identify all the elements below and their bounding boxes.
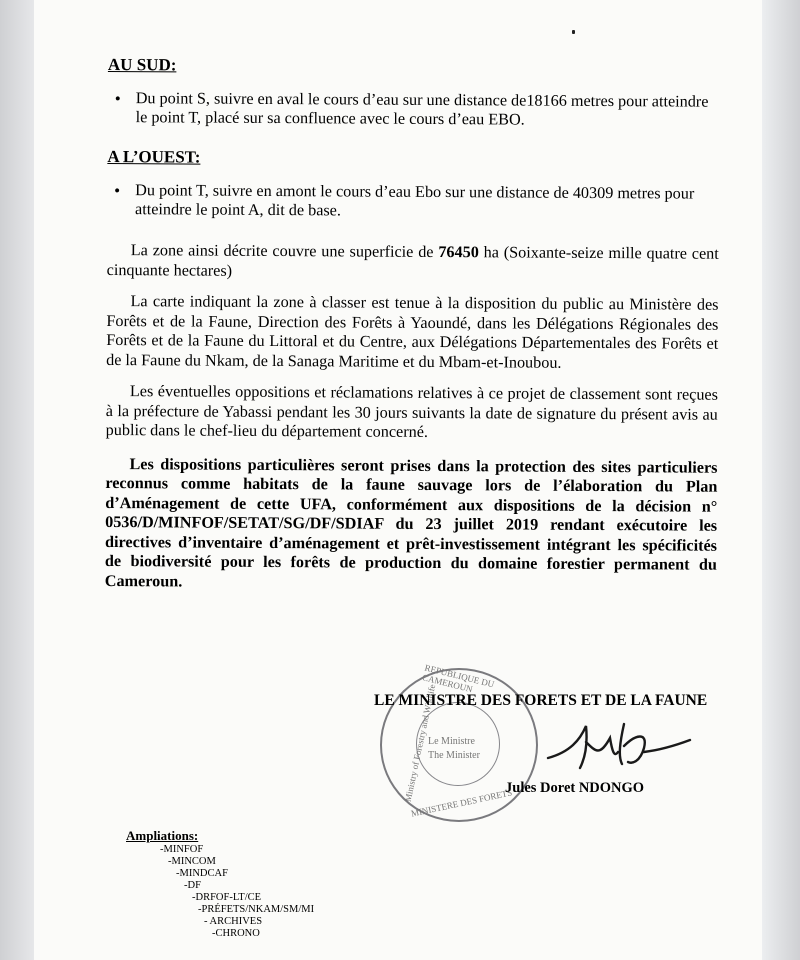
stamp-top-text: REPUBLIQUE DU CAMEROUN — [421, 662, 496, 695]
ampliations-title: Ampliations: — [126, 828, 199, 843]
stamp-side-text: Ministry of Forestry and Wildlife — [402, 683, 438, 803]
ampliation-item: -MINCOM — [168, 856, 216, 867]
area-paragraph — [107, 241, 719, 284]
west-heading: A L’OUEST: — [107, 146, 201, 167]
minister-name: Jules Doret NDONGO — [505, 780, 645, 796]
dispositions-paragraph: Les dispositions particulières seront prises dans la protection des sites particuliers reconnus comme habitats de la faune sauvage lors de l’élaboration du Plan d’Aménagement de cette UFA, conformément aux dispositions de la décision n° 0536/D/MINFOF/SETAT/SG/DF/SDIAF du 23 juillet 2019 rendant exécutoire les directives d’inventaire d’aménagement et prêt-investissement intégrant les spécificités de biodiversité pour les forêts de production du domaine forestier permanent du Cameroun. — [104, 454, 718, 590]
stamp-bottom-text: MINISTERE DES FORETS — [410, 787, 513, 819]
west-bullet — [107, 181, 719, 223]
ampliation-item: -CHRONO — [212, 928, 260, 939]
south-bullet-text: Du point S, suivre en aval le cours d’eau sur une distance de18166 metres pour atteindre le point T, placé sur sa confluence avec le cours d’eau EBO. — [135, 89, 709, 129]
bullet-icon: • — [114, 89, 121, 109]
west-bullet-text: Du point T, suivre en amont le cours d’eau Ebo sur une distance de 40309 metres pour atteindre le point A, dit de base. — [135, 181, 695, 220]
oppositions-paragraph: Les éventuelles oppositions et réclamations relatives à ce projet de classement sont reçues à la préfecture de Yabassi pendant les 30 jours suivants la date de signature du présent avis au public dans le chef-lieu du département concerné. — [105, 382, 718, 441]
document-body — [105, 55, 720, 595]
area-value: 76450 — [438, 243, 479, 262]
ampliation-item: -DF — [184, 880, 201, 891]
map-paragraph: La carte indiquant la zone à classer est tenue à la disposition du public au Ministère des Forêts et de la Faune, Direction des Forêts à Yaoundé, dans les Délégations Régionales des Forêts et de la Faune du Littoral et du Centre, aux Délégations Départementales des Forêts et de la Faune du Nkam, de la Sanaga Maritime et du Mbam-et-Inoubou. — [106, 292, 719, 372]
ampliation-item: -PRÉFETS/NKAM/SM/MI — [198, 904, 315, 915]
ampliation-item: -DRFOF-LT/CE — [192, 892, 262, 903]
area-text-after: ha (Soixante-seize mille quatre cent cinquante hectares) — [106, 243, 719, 280]
stamp-center-line1: Le Ministre — [428, 736, 475, 747]
area-text-before: La zone ainsi décrite couvre une superficie de — [130, 241, 439, 262]
page-shadow-left — [0, 0, 34, 960]
ampliation-item: -MINDCAF — [176, 868, 228, 879]
minister-title: LE MINISTRE DES FORETS ET DE LA FAUNE — [374, 692, 708, 709]
ink-speck — [572, 30, 575, 34]
ampliation-item: -MINFOF — [160, 844, 204, 855]
bullet-icon: • — [114, 181, 121, 201]
page-shadow-right — [762, 0, 800, 960]
south-heading: AU SUD: — [107, 55, 177, 75]
stamp-center-line2: The Minister — [428, 750, 480, 761]
south-bullet — [108, 89, 720, 131]
ampliation-item: - ARCHIVES — [204, 916, 263, 927]
handwritten-signature — [540, 712, 700, 784]
